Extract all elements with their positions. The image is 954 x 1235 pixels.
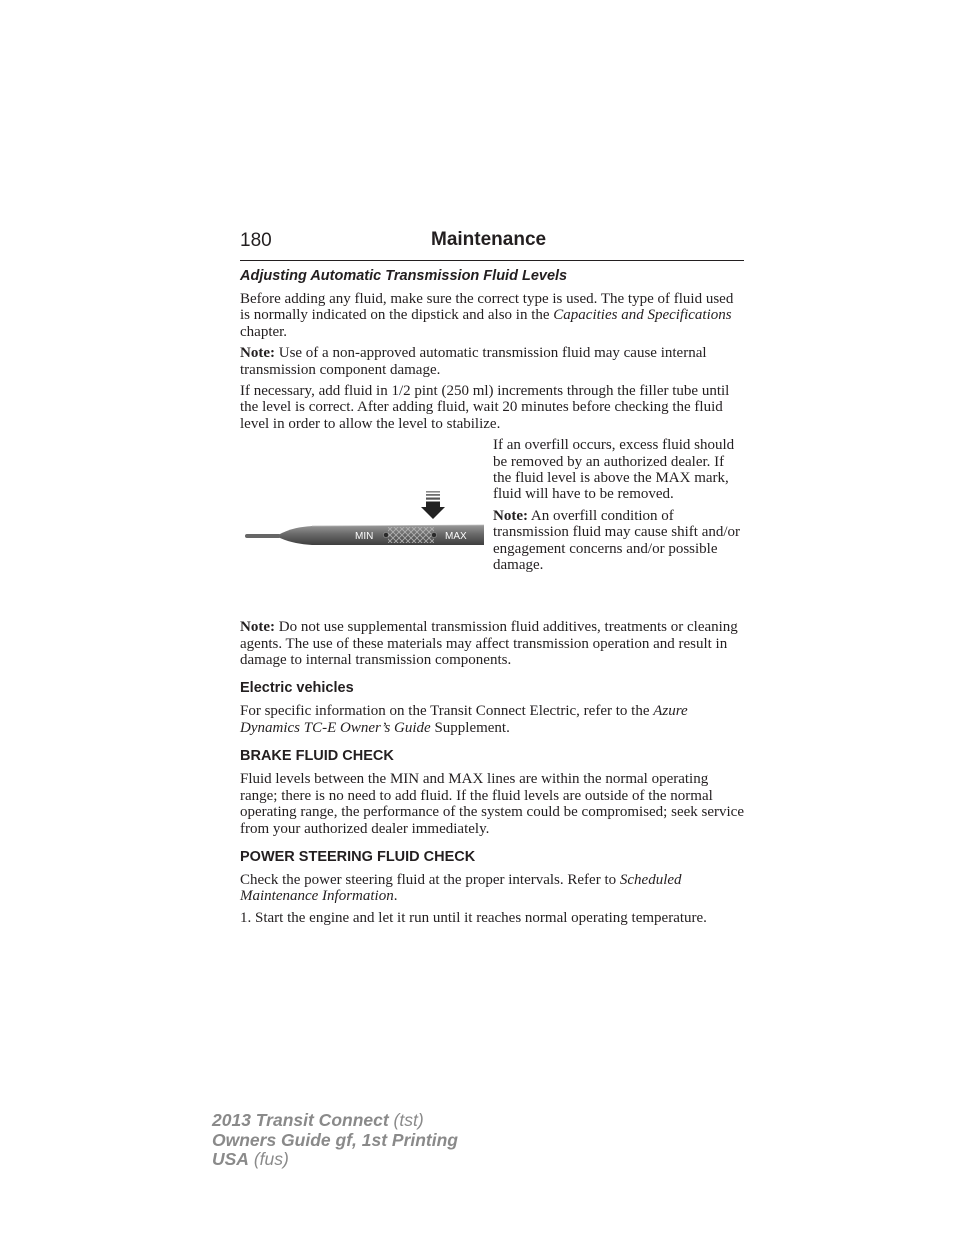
dipstick-figure-block <box>240 437 744 619</box>
max-mark-label: MAX <box>445 531 467 543</box>
atf-paragraph-add-fluid: If necessary, add fluid in 1/2 pint (250 ml) increments through the filler tube until the level is correct. After adding fluid, wait 20 minutes before checking the fluid level in order to allow the level to stabilize. <box>240 383 730 432</box>
atf-note-overfill: Note: An overfill condition of transmission fluid may cause shift and/or engagement concerns and/or possible damage. <box>493 507 741 574</box>
power-steering-heading: POWER STEERING FLUID CHECK <box>240 848 476 865</box>
atf-note-nonapproved: Note: Use of a non-approved automatic transmission fluid may cause internal transmission component damage. <box>240 345 707 378</box>
footer-line-guide: Owners Guide gf, 1st Printing <box>212 1129 458 1150</box>
max-mark-dot <box>431 533 436 538</box>
capacities-reference: Capacities and Specifications <box>553 307 732 324</box>
ev-heading: Electric vehicles <box>240 680 354 697</box>
atf-heading: Adjusting Automatic Transmission Fluid Levels <box>240 268 568 284</box>
page-number: 180 <box>240 230 272 251</box>
min-mark-label: MIN <box>355 531 374 543</box>
note-label: Note: <box>240 345 275 362</box>
azure-guide-reference: Azure Dynamics TC-E Owner’s Guide <box>240 703 688 736</box>
scheduled-maintenance-reference: Scheduled Maintenance Information <box>240 871 682 905</box>
page-footer <box>212 1111 458 1170</box>
power-steering-step-1: 1. Start the engine and let it run until it reaches normal operating temperature. <box>240 909 707 926</box>
brake-fluid-paragraph: Fluid levels between the MIN and MAX lines are within the normal operating range; there is no need to add fluid. If the fluid levels are outside of the normal operating range, the performance of the system could be compromised; seek service from your authorized dealer immediately. <box>240 771 744 837</box>
ev-paragraph: For specific information on the Transit Connect Electric, refer to the Azure Dynamics TC-E Owner’s Guide Supplement. <box>240 703 688 736</box>
overfill-sidebar <box>493 437 745 578</box>
min-mark-dot <box>383 533 388 538</box>
page-header <box>240 228 744 261</box>
brake-fluid-heading: BRAKE FLUID CHECK <box>240 748 394 765</box>
note-label: Note: <box>240 619 275 636</box>
overfill-paragraph: If an overfill occurs, excess fluid should be removed by an authorized dealer. If the fluid level is above the MAX mark, fluid will have to be removed. <box>493 437 735 503</box>
note-label: Note: <box>493 507 528 524</box>
page-content <box>240 266 744 931</box>
footer-line-market: USA (fus) <box>212 1149 289 1169</box>
atf-note-additives: Note: Do not use supplemental transmission fluid additives, treatments or cleaning agents. The use of these materials may affect transmission operation and result in damage to internal transmission components. <box>240 619 738 669</box>
dipstick-illustration <box>240 457 484 557</box>
down-arrow-icon <box>421 491 445 519</box>
atf-paragraph-type: Before adding any fluid, make sure the correct type is used. The type of fluid used is normally indicated on the dipstick and also in the Capacities and Specifications chapter. <box>240 291 734 340</box>
section-title: Maintenance <box>431 229 547 250</box>
power-steering-paragraph: Check the power steering fluid at the proper intervals. Refer to Scheduled Maintenance Information. <box>240 871 682 905</box>
footer-line-model: 2013 Transit Connect (tst) <box>212 1110 424 1130</box>
